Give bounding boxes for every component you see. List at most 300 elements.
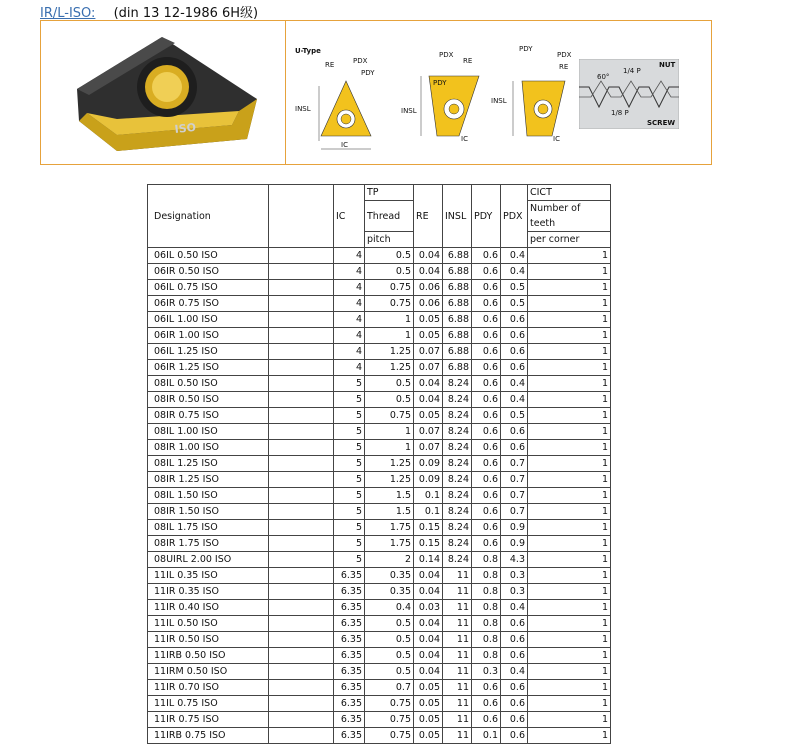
cell-blank xyxy=(269,536,334,552)
cell-blank xyxy=(269,424,334,440)
col-tp: TP xyxy=(365,185,414,201)
cell-cict: 1 xyxy=(528,280,611,296)
cell-ic: 5 xyxy=(334,456,365,472)
cell-designation: 06IL 1.25 ISO xyxy=(148,344,269,360)
cell-ic: 6.35 xyxy=(334,584,365,600)
header-spec: (din 13 12-1986 6H级) xyxy=(113,6,259,21)
cell-insl: 6.88 xyxy=(443,264,472,280)
cell-insl: 8.24 xyxy=(443,392,472,408)
cell-blank xyxy=(269,344,334,360)
cell-designation: 11IR 0.75 ISO xyxy=(148,712,269,728)
cell-re: 0.15 xyxy=(414,520,443,536)
cell-re: 0.07 xyxy=(414,344,443,360)
cell-tp: 1 xyxy=(365,328,414,344)
svg-text:PDX: PDX xyxy=(439,51,454,59)
cell-pdx: 4.3 xyxy=(501,552,528,568)
cell-designation: 11IL 0.50 ISO xyxy=(148,616,269,632)
header-link[interactable]: IR/L-ISO: xyxy=(40,6,96,21)
cell-insl: 11 xyxy=(443,696,472,712)
cell-designation: 11IL 0.75 ISO xyxy=(148,696,269,712)
col-cict: CICT xyxy=(528,185,611,201)
cell-cict: 1 xyxy=(528,616,611,632)
cell-designation: 11IL 0.35 ISO xyxy=(148,568,269,584)
cell-designation: 08IR 0.75 ISO xyxy=(148,408,269,424)
cell-tp: 0.5 xyxy=(365,616,414,632)
cell-blank xyxy=(269,312,334,328)
cell-pdx: 0.4 xyxy=(501,376,528,392)
table-row xyxy=(148,312,611,328)
cell-designation: 06IL 0.50 ISO xyxy=(148,248,269,264)
cell-insl: 8.24 xyxy=(443,504,472,520)
thread-profile-diagram xyxy=(579,59,679,129)
cell-cict: 1 xyxy=(528,440,611,456)
cell-re: 0.05 xyxy=(414,680,443,696)
cell-tp: 0.7 xyxy=(365,680,414,696)
cell-re: 0.04 xyxy=(414,648,443,664)
cell-blank xyxy=(269,712,334,728)
cell-re: 0.15 xyxy=(414,536,443,552)
cell-designation: 06IR 1.25 ISO xyxy=(148,360,269,376)
cell-cict: 1 xyxy=(528,296,611,312)
cell-blank xyxy=(269,392,334,408)
cell-tp: 1.75 xyxy=(365,536,414,552)
cell-insl: 6.88 xyxy=(443,344,472,360)
svg-text:IC: IC xyxy=(461,135,468,143)
cell-cict: 1 xyxy=(528,712,611,728)
table-row xyxy=(148,712,611,728)
table-row xyxy=(148,568,611,584)
cell-tp: 1.75 xyxy=(365,520,414,536)
cell-pdx: 0.5 xyxy=(501,408,528,424)
cell-pdx: 0.6 xyxy=(501,728,528,744)
cell-insl: 8.24 xyxy=(443,552,472,568)
cell-pdx: 0.4 xyxy=(501,600,528,616)
cell-pdx: 0.6 xyxy=(501,360,528,376)
cell-re: 0.04 xyxy=(414,584,443,600)
cell-ic: 6.35 xyxy=(334,664,365,680)
cell-blank xyxy=(269,328,334,344)
cell-cict: 1 xyxy=(528,680,611,696)
cell-blank xyxy=(269,408,334,424)
cell-tp: 0.75 xyxy=(365,280,414,296)
svg-text:INSL: INSL xyxy=(401,107,417,115)
cell-pdx: 0.6 xyxy=(501,424,528,440)
cell-insl: 11 xyxy=(443,712,472,728)
cell-insl: 6.88 xyxy=(443,296,472,312)
cell-blank xyxy=(269,280,334,296)
cell-cict: 1 xyxy=(528,600,611,616)
cell-pdx: 0.6 xyxy=(501,616,528,632)
table-row xyxy=(148,440,611,456)
cell-designation: 08IR 0.50 ISO xyxy=(148,392,269,408)
cell-ic: 6.35 xyxy=(334,632,365,648)
table-row xyxy=(148,488,611,504)
cell-re: 0.03 xyxy=(414,600,443,616)
cell-ic: 6.35 xyxy=(334,696,365,712)
table-row xyxy=(148,392,611,408)
cell-ic: 6.35 xyxy=(334,568,365,584)
cell-tp: 1.25 xyxy=(365,344,414,360)
cell-cict: 1 xyxy=(528,728,611,744)
cell-designation: 11IRM 0.50 ISO xyxy=(148,664,269,680)
cell-ic: 5 xyxy=(334,440,365,456)
svg-text:PDX: PDX xyxy=(557,51,572,59)
cell-ic: 4 xyxy=(334,280,365,296)
cell-designation: 08IR 1.25 ISO xyxy=(148,472,269,488)
cell-designation: 06IR 1.00 ISO xyxy=(148,328,269,344)
svg-text:NUT: NUT xyxy=(659,61,676,69)
svg-text:RE: RE xyxy=(463,57,473,65)
cell-cict: 1 xyxy=(528,696,611,712)
table-row xyxy=(148,584,611,600)
cell-insl: 8.24 xyxy=(443,520,472,536)
cell-ic: 4 xyxy=(334,360,365,376)
cell-cict: 1 xyxy=(528,632,611,648)
cell-pdy: 0.6 xyxy=(472,680,501,696)
cell-insl: 11 xyxy=(443,600,472,616)
table-row xyxy=(148,728,611,744)
cell-tp: 0.75 xyxy=(365,712,414,728)
table-row xyxy=(148,376,611,392)
table-row xyxy=(148,632,611,648)
cell-insl: 8.24 xyxy=(443,408,472,424)
cell-insl: 8.24 xyxy=(443,456,472,472)
cell-ic: 5 xyxy=(334,520,365,536)
cell-designation: 06IL 1.00 ISO xyxy=(148,312,269,328)
insert-mark: ISO xyxy=(173,120,197,136)
cell-cict: 1 xyxy=(528,584,611,600)
cell-ic: 6.35 xyxy=(334,616,365,632)
cell-designation: 06IL 0.75 ISO xyxy=(148,280,269,296)
col-insl: INSL xyxy=(443,185,472,248)
cell-ic: 6.35 xyxy=(334,680,365,696)
cell-tp: 0.5 xyxy=(365,248,414,264)
cell-pdx: 0.6 xyxy=(501,440,528,456)
col-tp-thread: Thread xyxy=(365,201,414,232)
table-row xyxy=(148,680,611,696)
cell-pdy: 0.6 xyxy=(472,472,501,488)
svg-text:INSL: INSL xyxy=(295,105,311,113)
cell-cict: 1 xyxy=(528,568,611,584)
svg-text:PDY: PDY xyxy=(433,79,447,87)
svg-text:IC: IC xyxy=(341,141,348,149)
cell-designation: 11IRB 0.50 ISO xyxy=(148,648,269,664)
cell-re: 0.07 xyxy=(414,440,443,456)
cell-tp: 0.75 xyxy=(365,728,414,744)
table-row xyxy=(148,328,611,344)
cell-pdx: 0.7 xyxy=(501,472,528,488)
cell-blank xyxy=(269,728,334,744)
cell-blank xyxy=(269,584,334,600)
cell-designation: 11IRB 0.75 ISO xyxy=(148,728,269,744)
cell-re: 0.04 xyxy=(414,264,443,280)
cell-re: 0.04 xyxy=(414,664,443,680)
cell-re: 0.05 xyxy=(414,312,443,328)
cell-pdy: 0.8 xyxy=(472,648,501,664)
cell-pdx: 0.6 xyxy=(501,680,528,696)
cell-cict: 1 xyxy=(528,264,611,280)
cell-pdy: 0.6 xyxy=(472,488,501,504)
specs-table-wrapper xyxy=(147,184,611,744)
cell-blank xyxy=(269,504,334,520)
table-row xyxy=(148,280,611,296)
cell-insl: 11 xyxy=(443,568,472,584)
cell-insl: 11 xyxy=(443,616,472,632)
cell-pdx: 0.6 xyxy=(501,696,528,712)
cell-cict: 1 xyxy=(528,664,611,680)
cell-re: 0.07 xyxy=(414,360,443,376)
table-row xyxy=(148,264,611,280)
cell-re: 0.06 xyxy=(414,280,443,296)
col-re: RE xyxy=(414,185,443,248)
cell-insl: 11 xyxy=(443,632,472,648)
cell-re: 0.06 xyxy=(414,296,443,312)
page-header xyxy=(40,2,258,21)
cell-re: 0.14 xyxy=(414,552,443,568)
cell-pdx: 0.6 xyxy=(501,312,528,328)
cell-ic: 4 xyxy=(334,328,365,344)
table-row xyxy=(148,408,611,424)
cell-re: 0.07 xyxy=(414,424,443,440)
table-row xyxy=(148,616,611,632)
cell-designation: 08IL 1.75 ISO xyxy=(148,520,269,536)
cell-blank xyxy=(269,456,334,472)
cell-ic: 4 xyxy=(334,248,365,264)
cell-pdx: 0.9 xyxy=(501,536,528,552)
table-row xyxy=(148,664,611,680)
cell-tp: 1 xyxy=(365,440,414,456)
cell-pdx: 0.4 xyxy=(501,248,528,264)
cell-cict: 1 xyxy=(528,520,611,536)
diagram-utype xyxy=(291,41,401,151)
cell-tp: 1.25 xyxy=(365,472,414,488)
cell-re: 0.1 xyxy=(414,504,443,520)
table-row xyxy=(148,248,611,264)
cell-pdx: 0.6 xyxy=(501,632,528,648)
cell-cict: 1 xyxy=(528,456,611,472)
cell-pdy: 0.6 xyxy=(472,504,501,520)
cell-designation: 08IR 1.00 ISO xyxy=(148,440,269,456)
cell-cict: 1 xyxy=(528,552,611,568)
cell-insl: 8.24 xyxy=(443,536,472,552)
cell-ic: 6.35 xyxy=(334,600,365,616)
cell-pdy: 0.6 xyxy=(472,264,501,280)
cell-cict: 1 xyxy=(528,536,611,552)
cell-pdy: 0.3 xyxy=(472,664,501,680)
cell-pdy: 0.8 xyxy=(472,616,501,632)
cell-re: 0.1 xyxy=(414,488,443,504)
svg-text:PDX: PDX xyxy=(353,57,368,65)
cell-pdy: 0.6 xyxy=(472,376,501,392)
cell-pdy: 0.6 xyxy=(472,360,501,376)
cell-blank xyxy=(269,472,334,488)
cell-cict: 1 xyxy=(528,648,611,664)
cell-pdx: 0.7 xyxy=(501,456,528,472)
cell-pdy: 0.6 xyxy=(472,328,501,344)
cell-re: 0.04 xyxy=(414,616,443,632)
cell-tp: 0.75 xyxy=(365,696,414,712)
cell-cict: 1 xyxy=(528,392,611,408)
cell-ic: 6.35 xyxy=(334,648,365,664)
cell-re: 0.05 xyxy=(414,728,443,744)
cell-ic: 4 xyxy=(334,344,365,360)
cell-ic: 4 xyxy=(334,296,365,312)
table-row xyxy=(148,472,611,488)
cell-pdx: 0.6 xyxy=(501,648,528,664)
cell-tp: 0.5 xyxy=(365,376,414,392)
cell-pdy: 0.8 xyxy=(472,584,501,600)
cell-cict: 1 xyxy=(528,488,611,504)
specs-table-body xyxy=(148,248,611,744)
cell-pdx: 0.5 xyxy=(501,280,528,296)
col-cict-corner: per corner xyxy=(528,232,611,248)
col-cict-teeth: Number of teeth xyxy=(528,201,611,232)
cell-re: 0.09 xyxy=(414,456,443,472)
cell-cict: 1 xyxy=(528,312,611,328)
svg-text:SCREW: SCREW xyxy=(647,119,676,127)
cell-ic: 5 xyxy=(334,488,365,504)
cell-blank xyxy=(269,616,334,632)
cell-blank xyxy=(269,376,334,392)
svg-text:PDY: PDY xyxy=(519,45,533,53)
cell-pdy: 0.6 xyxy=(472,296,501,312)
cell-insl: 8.24 xyxy=(443,424,472,440)
cell-pdx: 0.4 xyxy=(501,392,528,408)
cell-pdy: 0.6 xyxy=(472,440,501,456)
specs-table xyxy=(147,184,611,744)
cell-re: 0.04 xyxy=(414,376,443,392)
cell-re: 0.04 xyxy=(414,568,443,584)
cell-cict: 1 xyxy=(528,408,611,424)
cell-pdy: 0.6 xyxy=(472,344,501,360)
cell-pdy: 0.6 xyxy=(472,392,501,408)
cell-tp: 0.4 xyxy=(365,600,414,616)
cell-re: 0.09 xyxy=(414,472,443,488)
col-designation: Designation xyxy=(148,185,269,248)
cell-ic: 5 xyxy=(334,392,365,408)
cell-designation: 08IL 0.50 ISO xyxy=(148,376,269,392)
cell-tp: 0.35 xyxy=(365,584,414,600)
cell-ic: 5 xyxy=(334,552,365,568)
cell-designation: 08IR 1.50 ISO xyxy=(148,504,269,520)
cell-cict: 1 xyxy=(528,472,611,488)
cell-re: 0.05 xyxy=(414,696,443,712)
cell-pdy: 0.8 xyxy=(472,568,501,584)
table-row xyxy=(148,520,611,536)
table-row xyxy=(148,504,611,520)
cell-ic: 6.35 xyxy=(334,728,365,744)
cell-re: 0.04 xyxy=(414,248,443,264)
cell-pdy: 0.8 xyxy=(472,552,501,568)
table-row xyxy=(148,360,611,376)
cell-pdx: 0.9 xyxy=(501,520,528,536)
cell-insl: 6.88 xyxy=(443,360,472,376)
cell-cict: 1 xyxy=(528,376,611,392)
cell-blank xyxy=(269,264,334,280)
cell-pdx: 0.6 xyxy=(501,344,528,360)
cell-blank xyxy=(269,552,334,568)
cell-pdx: 0.3 xyxy=(501,584,528,600)
cell-tp: 0.5 xyxy=(365,664,414,680)
cell-pdx: 0.7 xyxy=(501,504,528,520)
svg-text:1/8 P: 1/8 P xyxy=(611,109,629,117)
cell-cict: 1 xyxy=(528,504,611,520)
cell-tp: 0.5 xyxy=(365,264,414,280)
cell-insl: 8.24 xyxy=(443,376,472,392)
cell-ic: 5 xyxy=(334,536,365,552)
cell-blank xyxy=(269,440,334,456)
table-row xyxy=(148,696,611,712)
cell-insl: 6.88 xyxy=(443,248,472,264)
svg-text:RE: RE xyxy=(325,61,335,69)
cell-pdy: 0.6 xyxy=(472,712,501,728)
cell-re: 0.04 xyxy=(414,392,443,408)
svg-text:RE: RE xyxy=(559,63,569,71)
table-row xyxy=(148,648,611,664)
cell-blank xyxy=(269,248,334,264)
cell-tp: 1.5 xyxy=(365,504,414,520)
table-row xyxy=(148,536,611,552)
cell-re: 0.05 xyxy=(414,328,443,344)
cell-tp: 1 xyxy=(365,312,414,328)
col-tp-pitch: pitch xyxy=(365,232,414,248)
cell-re: 0.04 xyxy=(414,632,443,648)
cell-pdx: 0.4 xyxy=(501,264,528,280)
cell-insl: 11 xyxy=(443,680,472,696)
cell-cict: 1 xyxy=(528,344,611,360)
cell-designation: 08IL 1.25 ISO xyxy=(148,456,269,472)
cell-pdy: 0.6 xyxy=(472,248,501,264)
col-pdy: PDY xyxy=(472,185,501,248)
svg-text:IC: IC xyxy=(553,135,560,143)
cell-insl: 6.88 xyxy=(443,328,472,344)
cell-tp: 1.25 xyxy=(365,360,414,376)
cell-pdx: 0.5 xyxy=(501,296,528,312)
cell-cict: 1 xyxy=(528,424,611,440)
cell-pdy: 0.1 xyxy=(472,728,501,744)
cell-insl: 8.24 xyxy=(443,488,472,504)
cell-designation: 11IR 0.40 ISO xyxy=(148,600,269,616)
cell-tp: 1.5 xyxy=(365,488,414,504)
cell-ic: 5 xyxy=(334,376,365,392)
cell-insl: 11 xyxy=(443,584,472,600)
table-row xyxy=(148,424,611,440)
cell-tp: 1 xyxy=(365,424,414,440)
insert-photo xyxy=(57,29,267,159)
cell-pdy: 0.6 xyxy=(472,520,501,536)
cell-pdx: 0.3 xyxy=(501,568,528,584)
cell-designation: 11IR 0.50 ISO xyxy=(148,632,269,648)
cell-blank xyxy=(269,296,334,312)
cell-blank xyxy=(269,568,334,584)
cell-pdy: 0.6 xyxy=(472,280,501,296)
cell-blank xyxy=(269,520,334,536)
cell-pdy: 0.8 xyxy=(472,600,501,616)
cell-blank xyxy=(269,632,334,648)
table-row xyxy=(148,344,611,360)
cell-ic: 5 xyxy=(334,424,365,440)
table-row xyxy=(148,552,611,568)
table-row xyxy=(148,296,611,312)
cell-cict: 1 xyxy=(528,360,611,376)
svg-text:1/4 P: 1/4 P xyxy=(623,67,641,75)
cell-tp: 2 xyxy=(365,552,414,568)
cell-ic: 5 xyxy=(334,504,365,520)
cell-pdx: 0.6 xyxy=(501,328,528,344)
cell-blank xyxy=(269,696,334,712)
cell-pdy: 0.6 xyxy=(472,408,501,424)
cell-pdy: 0.6 xyxy=(472,456,501,472)
